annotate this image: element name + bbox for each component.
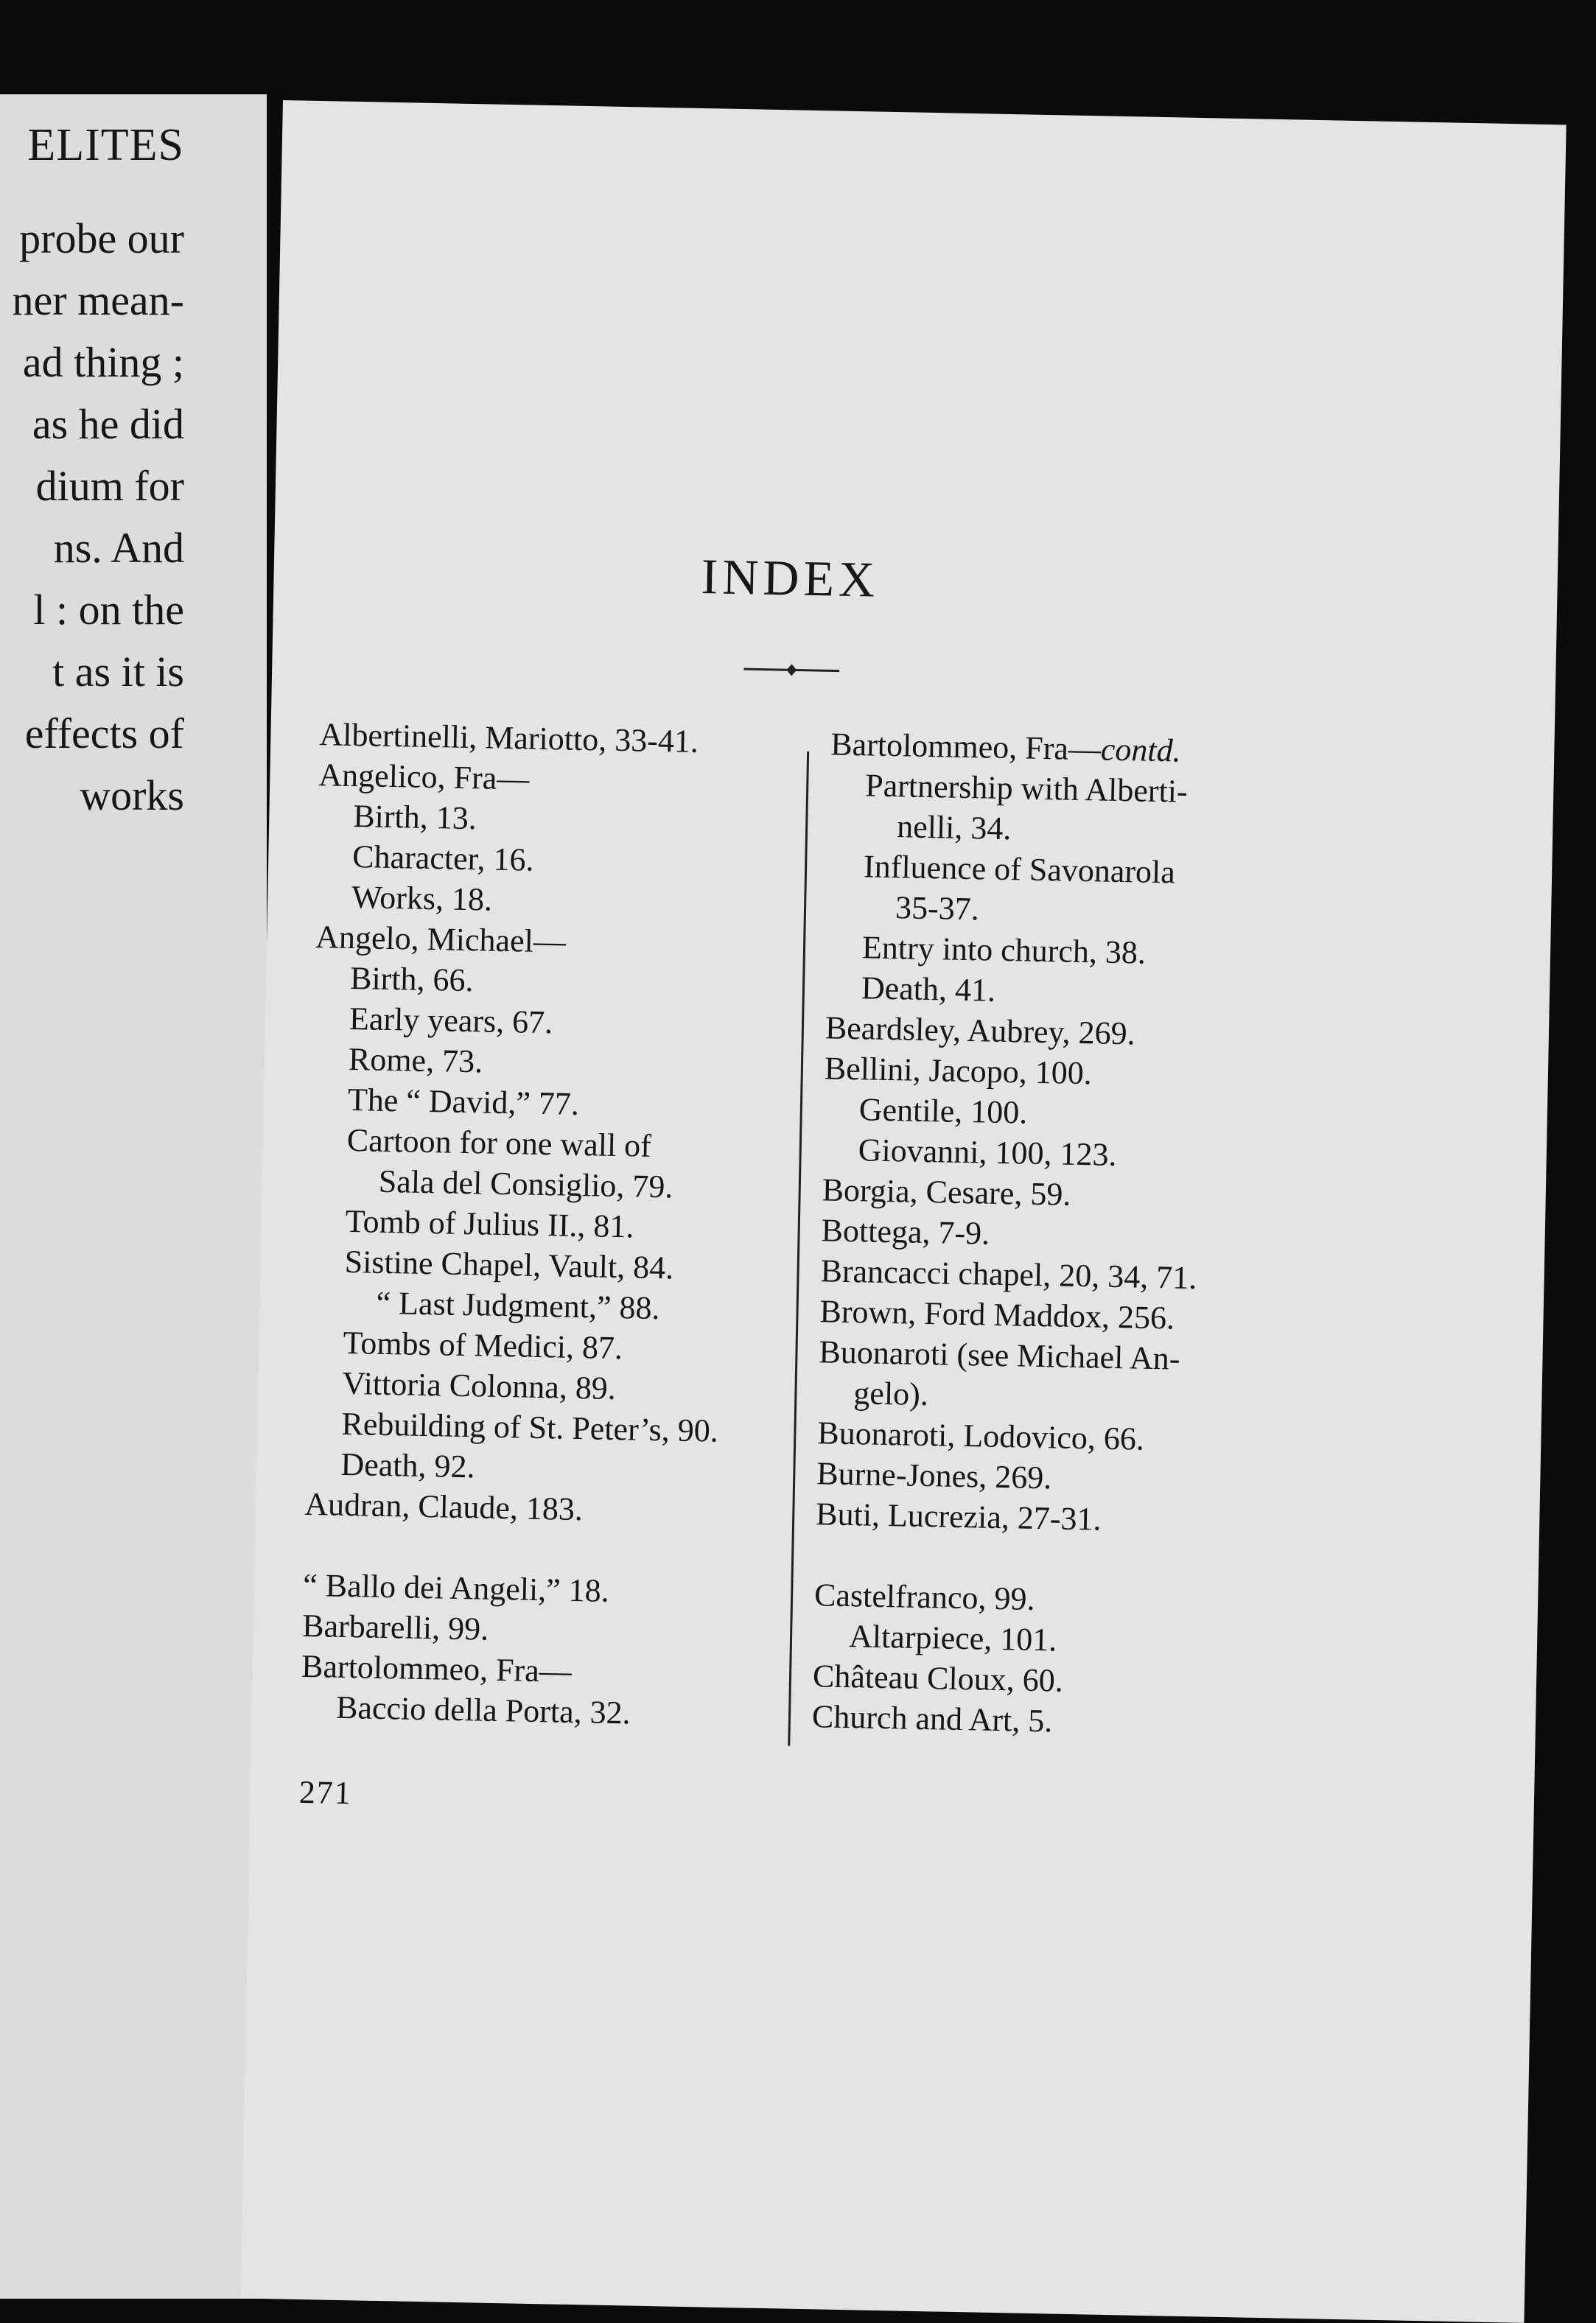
index-entry: Barbarelli, 99.: [301, 1607, 489, 1647]
index-entry: Angelico, Fra—: [318, 757, 530, 797]
index-subentry: Gentile, 100.: [858, 1091, 1028, 1131]
continued-heading-text: Bartolommeo, Fra—: [830, 726, 1102, 768]
index-subentry: Rebuilding of St. Peter’s, 90.: [341, 1405, 719, 1449]
index-subentry: Altarpiece, 101.: [848, 1618, 1057, 1658]
index-subentry: 35-37.: [895, 889, 980, 928]
index-subentry: Giovanni, 100, 123.: [858, 1132, 1117, 1173]
page-title: INDEX: [700, 548, 880, 608]
index-entry: Brancacci chapel, 20, 34, 71.: [820, 1252, 1197, 1297]
previous-page-line: l : on the: [33, 586, 184, 634]
index-subentry: Influence of Savonarola: [863, 848, 1176, 891]
index-entry: Buonaroti (see Michael An-: [819, 1334, 1180, 1377]
index-entry: Bartolommeo, Fra—: [301, 1647, 573, 1689]
index-entry: Bottega, 7-9.: [821, 1212, 990, 1252]
page-number: 271: [298, 1773, 353, 1812]
column-divider: [788, 751, 809, 1746]
index-entry: Buti, Lucrezia, 27-31.: [815, 1496, 1102, 1538]
previous-page-line: probe our: [19, 214, 184, 262]
index-subentry: Tomb of Julius II., 81.: [345, 1202, 634, 1245]
previous-page-line: t as it is: [52, 648, 184, 696]
index-entry: Buonaroti, Lodovico, 66.: [816, 1415, 1145, 1457]
index-entry: Church and Art, 5.: [811, 1698, 1053, 1739]
index-subentry: Rome, 73.: [348, 1040, 483, 1080]
index-subentry: Cartoon for one wall of: [346, 1121, 652, 1164]
index-subentry: Entry into church, 38.: [861, 929, 1147, 971]
previous-page-fragment: [0, 94, 267, 2299]
index-subentry: Baccio della Porta, 32.: [335, 1689, 631, 1731]
index-entry: Castelfranco, 99.: [813, 1577, 1035, 1617]
index-subentry: Works, 18.: [351, 878, 493, 918]
index-subentry: Birth, 13.: [352, 798, 477, 837]
index-entry: Bellini, Jacopo, 100.: [824, 1050, 1093, 1092]
index-subentry: Birth, 66.: [349, 959, 475, 999]
contd-label: contd.: [1100, 731, 1182, 769]
previous-page-line: effects of: [24, 709, 184, 757]
index-subentry: Death, 41.: [861, 970, 996, 1009]
previous-page-line: works: [80, 771, 184, 819]
index-subentry: Death, 92.: [340, 1446, 475, 1485]
index-right-column: [811, 723, 1302, 1745]
previous-page-line: as he did: [32, 400, 184, 448]
previous-page-line: ad thing ;: [22, 338, 184, 386]
index-subentry: Tombs of Medici, 87.: [343, 1324, 623, 1367]
index-entry: Borgia, Cesare, 59.: [822, 1171, 1071, 1213]
index-entry: Burne-Jones, 269.: [816, 1455, 1052, 1496]
index-page: [241, 100, 1567, 2323]
index-entry: Brown, Ford Maddox, 256.: [819, 1293, 1175, 1336]
ornament-rule-icon: [743, 662, 839, 678]
index-entry: “ Ballo dei Angeli,” 18.: [302, 1566, 610, 1609]
index-entry: Albertinelli, Mariotto, 33-41.: [319, 716, 699, 760]
index-subentry: nelli, 34.: [896, 808, 1012, 847]
index-subentry: Character, 16.: [351, 838, 534, 878]
index-subentry: Partnership with Alberti-: [864, 767, 1189, 810]
index-subentry: gelo).: [853, 1375, 929, 1413]
previous-page-running-head: ELITES: [27, 120, 184, 170]
index-subentry: Sala del Consiglio, 79.: [378, 1163, 673, 1205]
index-subentry: Vittoria Colonna, 89.: [342, 1364, 617, 1406]
index-subentry: “ Last Judgment,” 88.: [376, 1284, 661, 1327]
index-entry: Beardsley, Aubrey, 269.: [825, 1009, 1136, 1052]
previous-page-line: ns. And: [53, 524, 184, 572]
scan-background: [0, 0, 1596, 100]
index-subentry: Early years, 67.: [349, 1000, 553, 1041]
index-entry: Audran, Claude, 183.: [304, 1485, 584, 1528]
index-entry: Angelo, Michael—: [315, 919, 567, 960]
previous-page-line: ner mean-: [12, 276, 184, 324]
index-subentry: The “ David,” 77.: [347, 1081, 580, 1122]
index-left-column: [301, 714, 791, 1736]
index-right-column-entries: [811, 764, 1301, 1745]
previous-page-line: dium for: [35, 462, 184, 510]
index-subentry: Sistine Chapel, Vault, 84.: [344, 1243, 674, 1286]
index-entry: Château Cloux, 60.: [812, 1658, 1064, 1699]
